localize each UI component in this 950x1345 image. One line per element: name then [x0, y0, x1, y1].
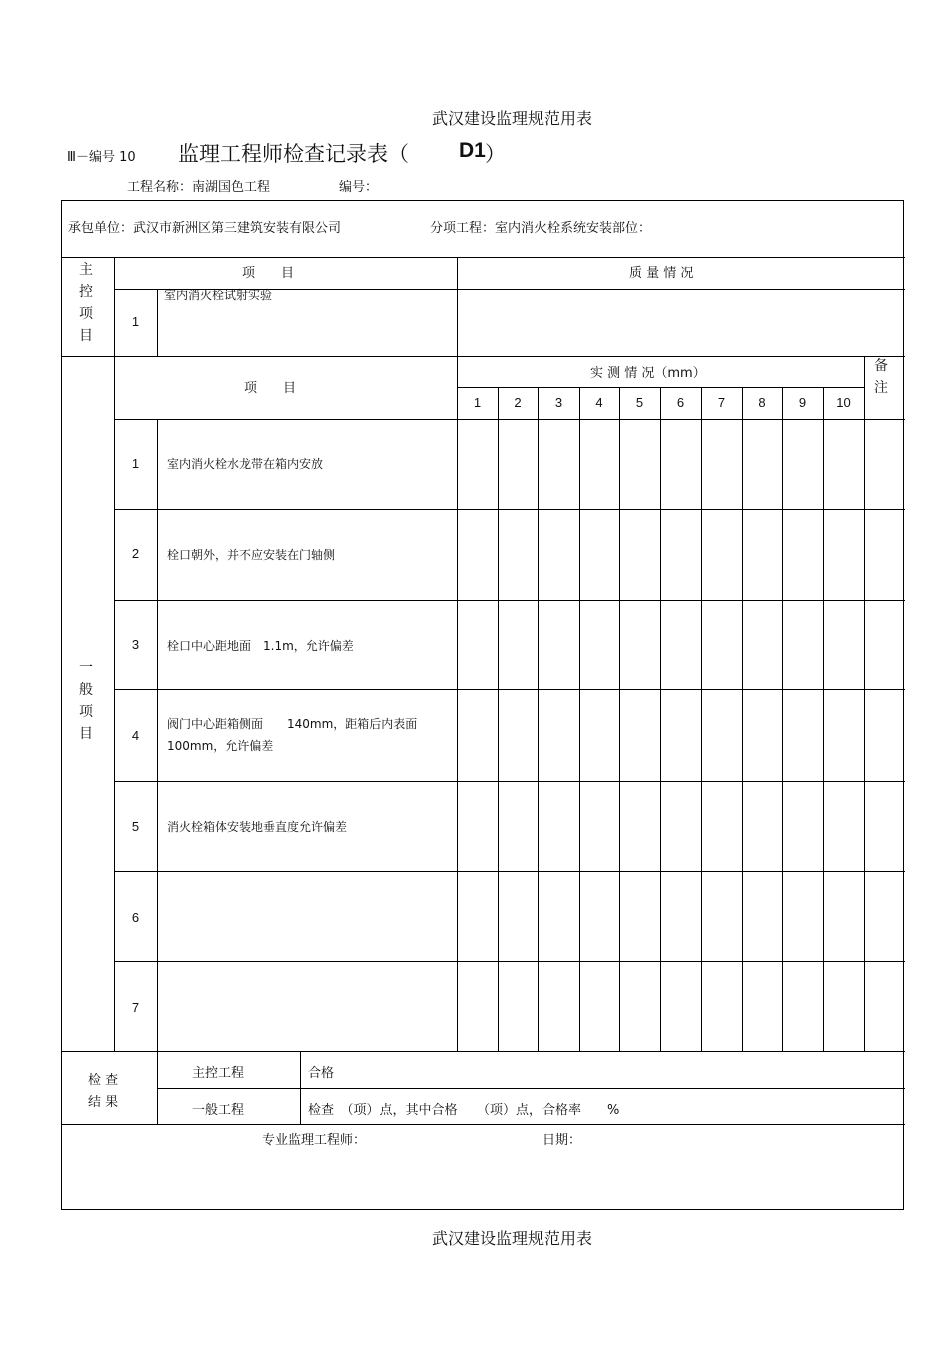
main-row-text: 室内消火栓试射实验: [164, 288, 273, 302]
check-general-value: 检查 （项）点，其中合格 （项）点，合格率 %: [308, 1103, 620, 1118]
measure-col-8: 8: [758, 395, 766, 410]
table-row-num: 7: [131, 1000, 140, 1015]
page-title: 监理工程师检查记录表（: [178, 142, 409, 166]
table-row-text: 阀门中心距箱侧面 140mm，距箱后内表面: [167, 717, 418, 731]
main-col-quality: 质 量 情 况: [629, 266, 694, 281]
measure-col-5: 5: [635, 395, 644, 410]
main-row-num: 1: [131, 314, 140, 329]
engineer-label: 专业监理工程师：: [262, 1133, 367, 1148]
measure-col-4: 4: [595, 395, 603, 410]
title-close: ）: [485, 142, 506, 166]
table-row-num: 5: [131, 819, 140, 834]
table-row-num: 3: [131, 637, 140, 652]
measure-col-10: 10: [836, 395, 851, 410]
measure-col-9: 9: [798, 395, 807, 410]
main-col-item: 项 目: [242, 266, 295, 281]
table-row-text: 室内消火栓水龙带在箱内安放: [167, 457, 324, 471]
date-label: 日期：: [542, 1133, 582, 1148]
table-row-text: 栓口中心距地面 1.1m，允许偏差: [167, 639, 354, 653]
general-col-measured: 实 测 情 况（mm）: [590, 366, 706, 381]
general-col-remark: 备 注: [874, 358, 888, 396]
table-row-num: 6: [131, 910, 140, 925]
form-code: Ⅲ－编号 10: [67, 150, 136, 165]
table-row-num: 4: [131, 728, 140, 743]
general-col-item: 项 目: [244, 381, 297, 396]
header-caption: 武汉建设监理规范用表: [432, 109, 593, 128]
project-name: 工程名称：南湖国色工程: [127, 180, 271, 195]
main-section-label: 主 控 项 目: [79, 262, 93, 344]
measure-col-7: 7: [717, 395, 726, 410]
project-number: 编号：: [339, 180, 379, 195]
check-main-label: 主控工程: [192, 1066, 245, 1081]
table-row-num: 1: [131, 456, 140, 471]
table-row-text: 栓口朝外，并不应安装在门轴侧: [167, 548, 336, 562]
measure-col-6: 6: [676, 395, 685, 410]
measure-col-3: 3: [554, 395, 563, 410]
footer-caption: 武汉建设监理规范用表: [432, 1229, 593, 1248]
check-general-label: 一般工程: [192, 1103, 245, 1118]
check-result-label-2: 结 果: [88, 1095, 119, 1110]
check-result-label-1: 检 查: [88, 1073, 119, 1088]
sub-project-label: 分项工程：室内消火栓系统安装部位：: [430, 221, 652, 236]
check-main-value: 合格: [308, 1066, 335, 1081]
general-section-label: 一 般 项 目: [79, 660, 93, 742]
table-row-num: 2: [131, 546, 140, 561]
measure-col-2: 2: [514, 395, 522, 410]
inspection-table: [61, 200, 904, 1210]
measure-col-1: 1: [473, 395, 482, 410]
contractor-label: 承包单位：武汉市新洲区第三建筑安装有限公司: [68, 221, 342, 236]
table-row-text-line2: 100mm，允许偏差: [167, 739, 274, 753]
title-code: D1: [459, 139, 486, 162]
table-row-text: 消火栓箱体安装地垂直度允许偏差: [167, 820, 348, 834]
